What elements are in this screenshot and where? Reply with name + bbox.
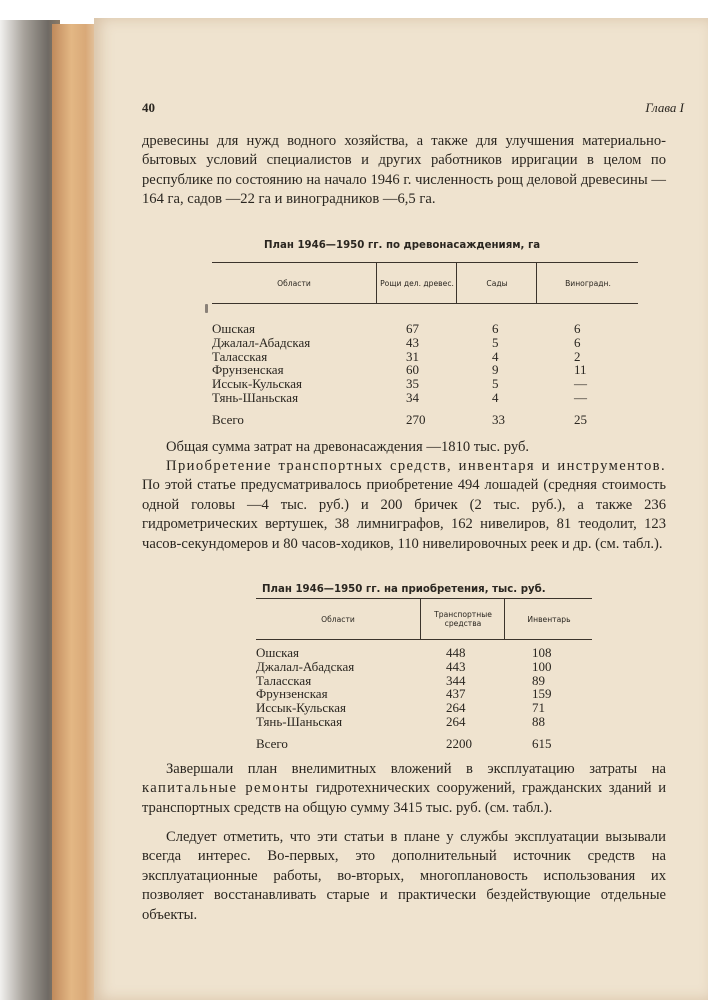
table1-caption: План 1946—1950 гг. по древонасаждениям, га bbox=[264, 240, 541, 251]
table-row: Иссык-Кульская 264 71 bbox=[256, 700, 545, 716]
paragraph-3-lead: Приобретение транспортных средств, инвентаря и инструментов. bbox=[166, 458, 666, 474]
page-header bbox=[142, 100, 684, 120]
paragraph-4 bbox=[142, 760, 666, 818]
table2-caption: План 1946—1950 гг. на приобретения, тыс. руб. bbox=[262, 584, 546, 595]
paragraph-4-end: гидротехнических сооружений, гражданских зданий и транспортных средств на общую сумму 3415 тыс. руб. (см. табл.). bbox=[142, 780, 666, 816]
scan-shadow bbox=[0, 20, 60, 1000]
table-row: Фрунзенская 60 9 11 bbox=[212, 362, 587, 378]
paragraph-4-spaced: капитальные ремонты bbox=[142, 780, 310, 797]
table2-header bbox=[256, 598, 592, 640]
table-total-row: Всего 2200 615 bbox=[256, 735, 552, 751]
book-page bbox=[94, 18, 708, 1000]
table-row: Таласская 31 4 2 bbox=[212, 348, 581, 364]
table-total-row: Всего 270 33 25 bbox=[212, 411, 587, 427]
table-row: Таласская 344 89 bbox=[256, 672, 545, 688]
table1-body bbox=[212, 322, 638, 427]
table-row: Тянь-Шаньская 264 88 bbox=[256, 713, 545, 729]
paragraph-5: Следует отметить, что эти статьи в плане у службы эксплуатации вызывали всегда интерес. Во-первых, это дополнительный источник средств на эксплуатационные работы, во-вторых, многоплановость использования их позволяет восстанавливать старые и практически бездействующие отдельные объекты. bbox=[142, 829, 666, 923]
table-row: Иссык-Кульская 35 5 — bbox=[212, 376, 587, 392]
table2-header-transport: Транспортные средства bbox=[420, 599, 505, 639]
table-row: Тянь-Шаньская 34 4 — bbox=[212, 389, 587, 405]
table-row: Фрунзенская 437 159 bbox=[256, 686, 552, 702]
table-row: Ошская 448 108 bbox=[256, 645, 552, 660]
table2-body bbox=[256, 646, 592, 751]
page-number: 40 bbox=[142, 100, 155, 115]
table1-header-vineyards: Виноградн. bbox=[536, 263, 639, 303]
paragraph-3 bbox=[142, 457, 666, 554]
table2-header-inventory: Инвентарь bbox=[504, 599, 593, 639]
table2-header-region: Области bbox=[321, 614, 355, 624]
paragraph-4-start: Завершали план внелимитных вложений в эксплуатацию затраты на bbox=[166, 761, 666, 777]
book-page-edges bbox=[52, 24, 100, 1000]
paragraph-2: Общая сумма затрат на древонасаждения —1810 тыс. руб. bbox=[166, 439, 530, 455]
table1-header-orchards: Сады bbox=[456, 263, 537, 303]
paragraph-1: древесины для нужд водного хозяйства, а также для улучшения материально-бытовых условий специалистов и других работников ирригации в целом по республике по состоянию на начало 1946 г. численность рощ деловой древесины —164 га, садов —22 га и виноградников —6,5 га. bbox=[142, 133, 666, 208]
ink-blot bbox=[205, 304, 208, 313]
table1-header-groves: Рощи дел. древес. bbox=[376, 263, 457, 303]
table-row: Джалал-Абадская 443 100 bbox=[256, 658, 552, 674]
table-row: Джалал-Абадская 43 5 6 bbox=[212, 334, 581, 350]
paragraph-3-rest: По этой статье предусматривалось приобретение 494 лошадей (средняя стоимость одной головы —4 тыс. руб.) и 200 бричек (2 тыс. руб.), а также 236 гидрометрических вертушек, 38 лимниграфов, 162 нивелиров, 81 теодолит, 123 часов-секундомеров и 80 часов-ходиков, 110 нивелировочных реек и др. (см. табл.). bbox=[142, 477, 666, 552]
table-row: Ошская 67 6 6 bbox=[212, 321, 581, 336]
table1-header bbox=[212, 262, 638, 304]
chapter-title: Глава I bbox=[645, 100, 684, 115]
table1-header-region: Области bbox=[277, 278, 311, 288]
